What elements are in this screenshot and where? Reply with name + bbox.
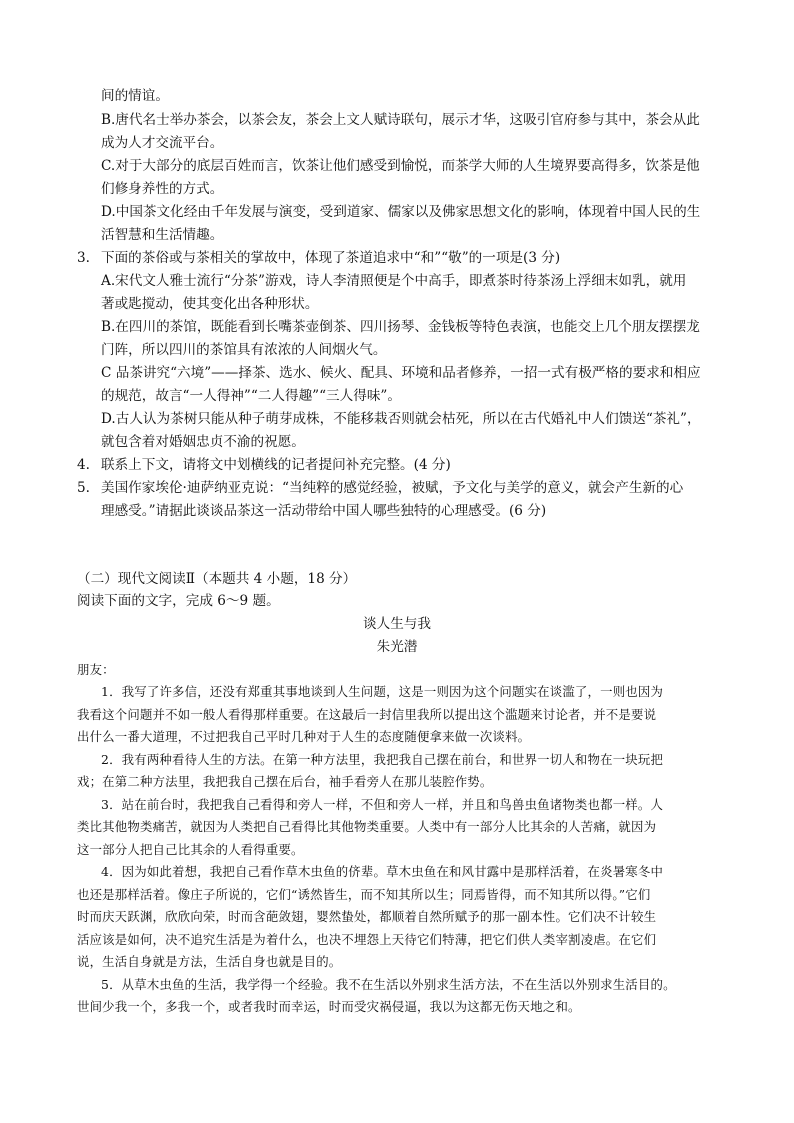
text-line: 的规范，故言“一人得神”“二人得趣”“三人得味”。 (101, 388, 401, 404)
text-line: 世间少我一个，多我一个，或者我时而幸运，时而受灾祸侵逼，我以为这都无伤天地之和。 (77, 999, 581, 1014)
text-line: C.对于大部分的底层百姓而言，饮茶让他们感受到愉悦，而茶学大师的人生境界要高得多，饮茶是他 (101, 158, 700, 174)
text-line: 朱光潜 (376, 639, 418, 655)
text-line: 理感受。”请据此谈谈品茶这一活动带给中国人哪些独特的心理感受。(6 分) (101, 503, 547, 519)
text-line: 说，生活自身就是方法，生活自身也就是目的。 (77, 954, 342, 969)
text-line: 们修身养性的方式。 (101, 181, 224, 197)
text-line: B.唐代名士举办茶会，以茶会友，茶会上文人赋诗联句，展示才华，这吸引官府参与其中，茶会从此 (101, 112, 700, 128)
text-line: 下面的茶俗或与茶相关的掌故中，体现了茶道追求中“和”“敬”的一项是(3 分) (101, 250, 561, 266)
text-line: 也还是那样活着。像庄子所说的，它们“诱然皆生，而不知其所以生；同焉皆得，而不知其所以得。”它们 (77, 887, 651, 902)
text-line: （二）现代文阅读Ⅱ（本题共 4 小题，18 分） (77, 571, 357, 587)
text-line: 类比其他物类痛苦，就因为人类把自己看得比其他物类重要。人类中有一部分人比其余的人苦痛，就因为 (77, 819, 657, 834)
text-line: 门阵，所以四川的茶馆具有浓浓的人间烟火气。 (101, 342, 387, 358)
text-line: D.古人认为茶树只能从种子萌芽成株，不能移栽否则就会枯死，所以在古代婚礼中人们馈送“茶礼”， (101, 411, 701, 427)
text-line: 出什么一番大道理，不过把我自己平时几种对于人生的态度随便拿来做一次谈料。 (77, 729, 531, 744)
text-line: 联系上下文，请将文中划横线的记者提问补充完整。(4 分) (101, 457, 451, 473)
text-line: 1．我写了许多信，还没有郑重其事地谈到人生问题，这是一则因为这个问题实在谈滥了，一则也因为 (101, 684, 664, 699)
text-line: 活应该是如何，决不追究生活是为着什么，也决不埋怨上天待它们特薄，把它们供人类宰割凌虐。在它们 (77, 932, 657, 947)
text-line: 活智慧和生活情趣。 (101, 227, 224, 243)
text-line: 3. (77, 250, 90, 266)
text-line: B.在四川的茶馆，既能看到长嘴茶壶倒茶、四川扬琴、金钱板等特色表演，也能交上几个朋友摆摆龙 (101, 319, 700, 335)
text-line: 成为人才交流平台。 (101, 135, 224, 151)
text-line: D.中国茶文化经由千年发展与演变，受到道家、儒家以及佛家思想文化的影响，体现着中国人民的生 (101, 204, 701, 220)
text-line: 间的情谊。 (101, 88, 169, 104)
text-line: 这一部分人把自己比其余的人看得重要。 (77, 842, 304, 857)
text-line: A.宋代文人雅士流行“分茶”游戏，诗人李清照便是个中高手，即煮茶时待茶汤上浮细末如乳，就用 (101, 273, 687, 289)
text-line: 就包含着对婚姻忠贞不渝的祝愿。 (101, 434, 305, 450)
text-line: 2．我有两种看待人生的方法。在第一种方法里，我把我自己摆在前台，和世界一切人和物在一块玩把 (101, 752, 664, 767)
text-line: 我看这个问题并不如一般人看得那样重要。在这最后一封信里我所以提出这个滥题来讨论者，并不是要说 (77, 707, 657, 722)
text-line: 朋友： (77, 662, 115, 677)
text-line: 阅读下面的文字，完成 6～9 题。 (77, 593, 280, 609)
text-line: 戏；在第二种方法里，我把我自己摆在后台，袖手看旁人在那儿装腔作势。 (77, 774, 493, 789)
text-line: 4．因为如此着想，我把自己看作草木虫鱼的侪辈。草木虫鱼在和风甘露中是那样活着，在炎暑寒冬中 (101, 864, 664, 879)
text-line: 3．站在前台时，我把我自己看得和旁人一样，不但和旁人一样，并且和鸟兽虫鱼诸物类也都一样。人 (101, 797, 664, 812)
text-line: 谈人生与我 (363, 616, 431, 632)
text-line: 5．从草木虫鱼的生活，我学得一个经验。我不在生活以外别求生活方法，不在生活以外别求生活目的。 (101, 977, 676, 992)
text-line: C 品茶讲究“六境”——择茶、选水、候火、配具、环境和品者修养，一招一式有极严格的要求和相应 (101, 365, 701, 381)
text-line: 著或匙搅动，使其变化出各种形状。 (101, 296, 319, 312)
text-line: 5. (77, 480, 90, 496)
text-line: 美国作家埃伦·迪萨纳亚克说：“当纯粹的感觉经验，被赋，予文化与美学的意义，就会产生新的心 (101, 480, 684, 496)
text-line: 时而庆天跃渊，欣欣向荣，时而含葩敛翅，婴然蛰处，都顺着自然所赋予的那一副本性。它们决不计较生 (77, 909, 657, 924)
text-line: 4. (77, 457, 90, 473)
